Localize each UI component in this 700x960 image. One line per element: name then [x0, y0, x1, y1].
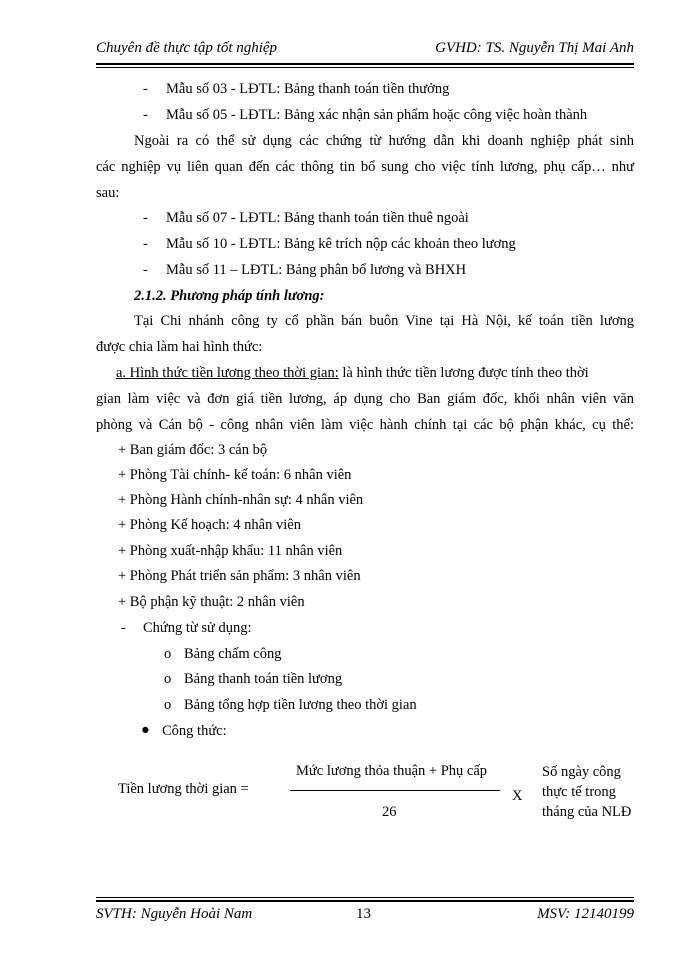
- header-right: GVHD: TS. Nguyễn Thị Mai Anh: [435, 40, 634, 56]
- footer-rule-thick: [96, 900, 634, 902]
- document-item: Bảng chấm công: [184, 646, 282, 662]
- list-dash: -: [143, 236, 148, 252]
- formula-factor-line: thực tế trong: [542, 784, 616, 800]
- header-rule-thick: [96, 63, 634, 65]
- list-dash: -: [143, 262, 148, 278]
- list-dash: -: [143, 210, 148, 226]
- department-item: + Bộ phận kỹ thuật: 2 nhân viên: [118, 594, 305, 610]
- list-dash: -: [143, 81, 148, 97]
- formula-label: Công thức:: [162, 723, 227, 739]
- formula-denominator: 26: [382, 804, 397, 820]
- list-dash: -: [121, 620, 126, 636]
- department-item: + Phòng Tài chính- kế toán: 6 nhân viên: [118, 467, 352, 483]
- footer-student: SVTH: Nguyễn Hoài Nam: [96, 906, 253, 922]
- section-heading: 2.1.2. Phương pháp tính lương:: [134, 288, 325, 304]
- department-item: + Ban giám đốc: 3 cán bộ: [118, 442, 268, 458]
- circle-bullet-icon: o: [164, 697, 172, 713]
- department-item: + Phòng Phát triển sản phẩm: 3 nhân viên: [118, 568, 361, 584]
- paragraph-line: gian làm việc và đơn giá tiền lương, áp dụng cho Ban giám đốc, khối nhân viên văn: [96, 391, 634, 407]
- department-item: + Phòng Hành chính-nhân sự: 4 nhân viên: [118, 492, 364, 508]
- circle-bullet-icon: o: [164, 671, 172, 687]
- fraction-bar: [290, 790, 500, 791]
- paragraph-line: sau:: [96, 185, 120, 201]
- paragraph-line: Ngoài ra có thể sử dụng các chứng từ hướng dẫn khi doanh nghiệp phát sinh: [134, 133, 634, 149]
- formula-factor-line: tháng của NLĐ: [542, 804, 632, 820]
- circle-bullet-icon: o: [164, 646, 172, 662]
- list-dash: -: [143, 107, 148, 123]
- list-item: Mẫu số 03 - LĐTL: Bảng thanh toán tiền thưởng: [166, 81, 450, 97]
- formula-multiply: X: [512, 788, 523, 804]
- header-rule-thin: [96, 67, 634, 68]
- formula-numerator: Mức lương thỏa thuận + Phụ cấp: [296, 763, 488, 779]
- footer-rule-thin: [96, 897, 634, 898]
- paragraph-line: được chia làm hai hình thức:: [96, 339, 263, 355]
- document-item: Bảng thanh toán tiền lương: [184, 671, 343, 687]
- footer-student-id: MSV: 12140199: [537, 906, 634, 922]
- page-number: 13: [356, 906, 371, 922]
- list-item: Mẫu số 11 – LĐTL: Bảng phân bổ lương và BHXH: [166, 262, 467, 278]
- documents-label: Chứng từ sử dụng:: [143, 620, 252, 636]
- time-based-title: a. Hình thức tiền lương theo thời gian:: [116, 365, 339, 381]
- list-item: Mẫu số 07 - LĐTL: Bảng thanh toán tiền thuê ngoài: [166, 210, 469, 226]
- formula-lhs: Tiền lương thời gian =: [118, 781, 249, 797]
- paragraph-line: các nghiệp vụ liên quan đến các thông tin bổ sung cho việc tính lương, phụ cấp… như: [96, 159, 634, 175]
- list-item: Mẫu số 10 - LĐTL: Bảng kê trích nộp các khoản theo lương: [166, 236, 516, 252]
- document-item: Bảng tổng hợp tiền lương theo thời gian: [184, 697, 417, 713]
- department-item: + Phòng xuất-nhập khẩu: 11 nhân viên: [118, 543, 343, 559]
- bullet-icon: ●: [141, 722, 150, 738]
- header-left: Chuyên đề thực tập tốt nghiệp: [96, 40, 278, 56]
- department-item: + Phòng Kế hoạch: 4 nhân viên: [118, 517, 301, 533]
- list-item: Mẫu số 05 - LĐTL: Bảng xác nhận sản phẩm hoặc công việc hoàn thành: [166, 107, 588, 123]
- paragraph-text: là hình thức tiền lương được tính theo thời: [338, 365, 589, 381]
- paragraph-line: Tại Chi nhánh công ty cổ phần bán buôn Vine tại Hà Nội, kế toán tiền lương: [134, 313, 634, 329]
- paragraph-line: [96, 360, 634, 386]
- paragraph-line: phòng và Cán bộ - công nhân viên làm việc hành chính tại các bộ phận khác, cụ thể:: [96, 417, 634, 433]
- formula-factor-line: Số ngày công: [542, 764, 621, 780]
